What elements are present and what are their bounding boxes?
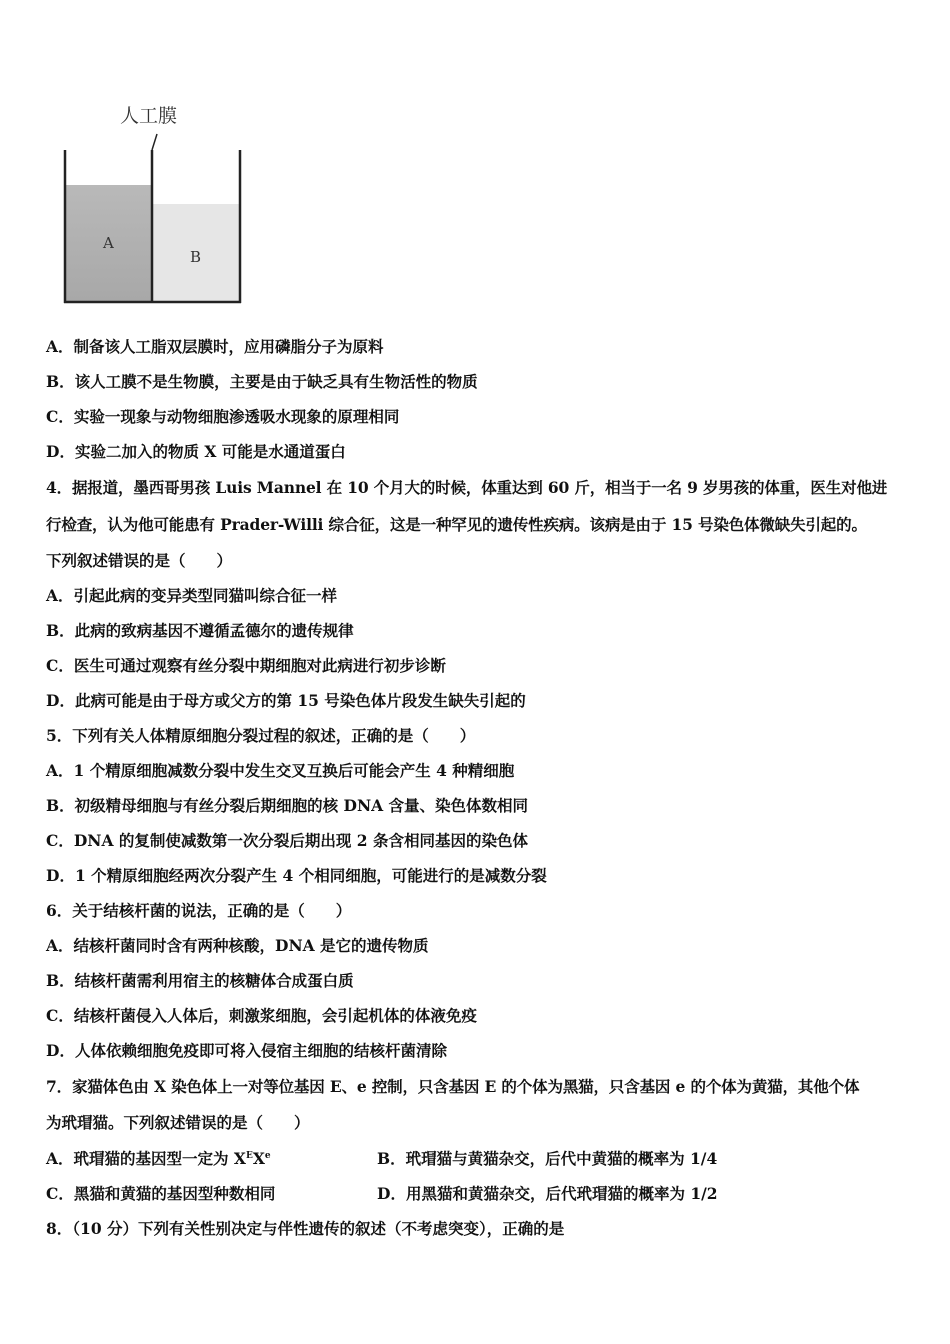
q3-option-c: C．实验一现象与动物细胞渗透吸水现象的原理相同 bbox=[46, 407, 400, 426]
q6-option-a: A．结核杆菌同时含有两种核酸，DNA 是它的遗传物质 bbox=[46, 936, 429, 955]
artificial-membrane-figure bbox=[58, 100, 248, 310]
q8-stem: 8．（10 分）下列有关性别决定与伴性遗传的叙述（不考虑突变），正确的是 bbox=[46, 1219, 565, 1238]
q5-option-d: D．1 个精原细胞经两次分裂产生 4 个相同细胞，可能进行的是减数分裂 bbox=[46, 866, 547, 885]
q4-option-d: D．此病可能是由于母方或父方的第 15 号染色体片段发生缺失引起的 bbox=[46, 691, 526, 710]
q3-option-b: B．该人工膜不是生物膜，主要是由于缺乏具有生物活性的物质 bbox=[46, 372, 478, 391]
q7-option-a-x: X bbox=[252, 1149, 265, 1168]
membrane-label: 人工膜 bbox=[120, 105, 178, 127]
membrane-pointer bbox=[152, 134, 157, 150]
q4-stem-line1: 4．据报道，墨西哥男孩 Luis Mannel 在 10 个月大的时候，体重达到 60 斤，相当于一名 9 岁男孩的体重，医生对他进 bbox=[46, 478, 888, 497]
q7-option-d: D．用黑猫和黄猫杂交，后代玳瑁猫的概率为 1/2 bbox=[377, 1184, 718, 1203]
q4-option-b: B．此病的致病基因不遵循孟德尔的遗传规律 bbox=[46, 621, 354, 640]
q5-stem: 5．下列有关人体精原细胞分裂过程的叙述，正确的是（ ） bbox=[46, 726, 476, 745]
q7-option-a-sup-e-upper: E bbox=[245, 1151, 253, 1161]
q6-option-c: C．结核杆菌侵入人体后，刺激浆细胞，会引起机体的体液免疫 bbox=[46, 1006, 477, 1025]
q6-option-b: B．结核杆菌需利用宿主的核糖体合成蛋白质 bbox=[46, 971, 354, 990]
q7-stem-line2: 为玳瑁猫。下列叙述错误的是（ ） bbox=[46, 1113, 310, 1132]
q7-option-c: C．黑猫和黄猫的基因型种数相同 bbox=[46, 1184, 276, 1203]
q3-option-d: D．实验二加入的物质 X 可能是水通道蛋白 bbox=[46, 442, 346, 461]
q5-option-b: B．初级精母细胞与有丝分裂后期细胞的核 DNA 含量、染色体数相同 bbox=[46, 796, 529, 815]
q4-option-a: A．引起此病的变异类型同猫叫综合征一样 bbox=[46, 586, 338, 605]
q5-option-c: C．DNA 的复制使减数第一次分裂后期出现 2 条含相同基因的染色体 bbox=[46, 831, 528, 850]
q4-stem-line3: 下列叙述错误的是（ ） bbox=[46, 551, 233, 570]
q6-option-d: D．人体依赖细胞免疫即可将入侵宿主细胞的结核杆菌清除 bbox=[46, 1041, 447, 1060]
q4-option-c: C．医生可通过观察有丝分裂中期细胞对此病进行初步诊断 bbox=[46, 656, 446, 675]
q7-option-b: B．玳瑁猫与黄猫杂交，后代中黄猫的概率为 1/4 bbox=[377, 1149, 718, 1168]
label-a: A bbox=[103, 234, 114, 252]
beaker-diagram bbox=[58, 100, 248, 310]
q6-stem: 6．关于结核杆菌的说法，正确的是（ ） bbox=[46, 901, 352, 920]
q4-stem-line2: 行检查，认为他可能患有 Prader-Willi 综合征，这是一种罕见的遗传性疾病。该病是由于 15 号染色体微缺失引起的。 bbox=[46, 515, 867, 534]
q7-stem-line1: 7．家猫体色由 X 染色体上一对等位基因 E、e 控制，只含基因 E 的个体为黑猫，只含基因 e 的个体为黄猫，其他个体 bbox=[46, 1077, 860, 1096]
q7-option-a bbox=[46, 1148, 271, 1170]
q3-option-a: A．制备该人工脂双层膜时，应用磷脂分子为原料 bbox=[46, 337, 384, 356]
q7-option-a-text: A．玳瑁猫的基因型一定为 X bbox=[46, 1149, 246, 1168]
q7-option-a-sup-e-lower: e bbox=[264, 1151, 271, 1161]
label-b: B bbox=[190, 248, 202, 266]
q5-option-a: A．1 个精原细胞减数分裂中发生交叉互换后可能会产生 4 种精细胞 bbox=[46, 761, 515, 780]
